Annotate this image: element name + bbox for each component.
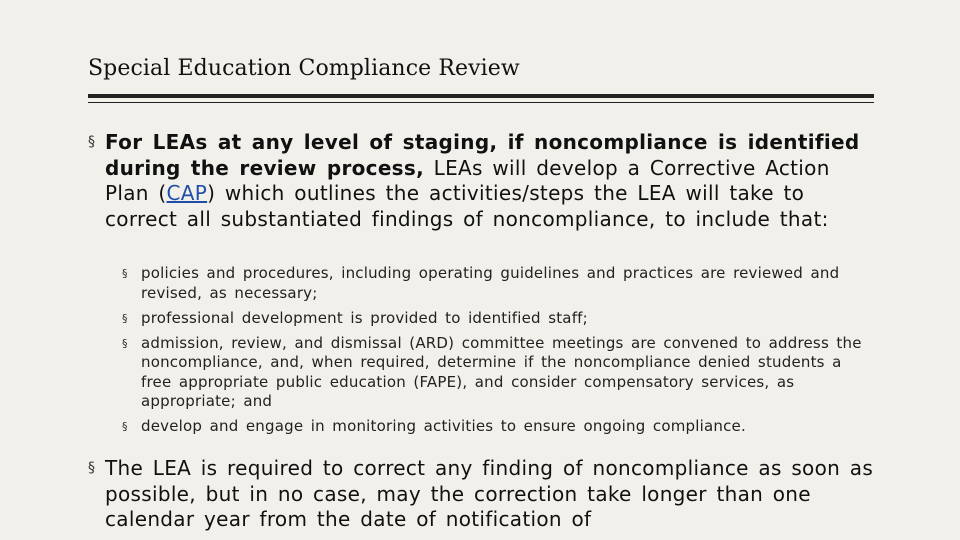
sub-bullet-item: [122, 334, 862, 412]
sub-bullet-text: professional development is provided to identified staff;: [141, 308, 588, 327]
bullet-cap-text: [105, 130, 878, 232]
sub-bullet-marker: §: [122, 311, 128, 325]
title-rule-thick: [88, 94, 874, 98]
bullet-cap-text-b: ) which outlines the activities/steps the LEA will take to correct all substantiated findings of noncompliance, to include that:: [105, 181, 829, 231]
slide-title: Special Education Compliance Review: [88, 56, 520, 81]
sub-bullet-text: develop and engage in monitoring activities to ensure ongoing compliance.: [141, 417, 746, 435]
bullet-cap: [88, 130, 878, 232]
bullet-marker: §: [88, 134, 95, 150]
sub-bullet-text: admission, review, and dismissal (ARD) committee meetings are convened to address the noncompliance, and, when required, determine if the noncompliance denied students a free appropriate public education (FAPE), and consider compensatory services, as appropriate; and: [141, 333, 862, 410]
sub-bullet-marker: §: [122, 267, 128, 280]
bullet-cap-text-a: LEAs will develop a Corrective Action Plan (: [105, 155, 830, 205]
bullet-correction-timeline: [88, 456, 878, 533]
sub-bullet-list: [122, 264, 862, 442]
sub-bullet-item: [122, 264, 862, 303]
bullet-marker: §: [88, 460, 95, 476]
sub-bullet-text: policies and procedures, including operating guidelines and practices are reviewed and revised, as necessary;: [141, 264, 840, 302]
bullet-cap-bold: For LEAs at any level of staging, if noncompliance is identified during the review process,: [105, 130, 860, 180]
cap-link[interactable]: CAP: [166, 181, 208, 205]
sub-bullet-item: [122, 417, 862, 437]
sub-bullet-marker: §: [122, 420, 128, 433]
title-rule-thin: [88, 102, 874, 103]
sub-bullet-item: [122, 309, 862, 329]
sub-bullet-marker: §: [122, 336, 128, 350]
bullet-correction-text: The LEA is required to correct any finding of noncompliance as soon as possible, but in no case, may the correction take longer than one calendar year from the date of notification of: [105, 456, 874, 531]
